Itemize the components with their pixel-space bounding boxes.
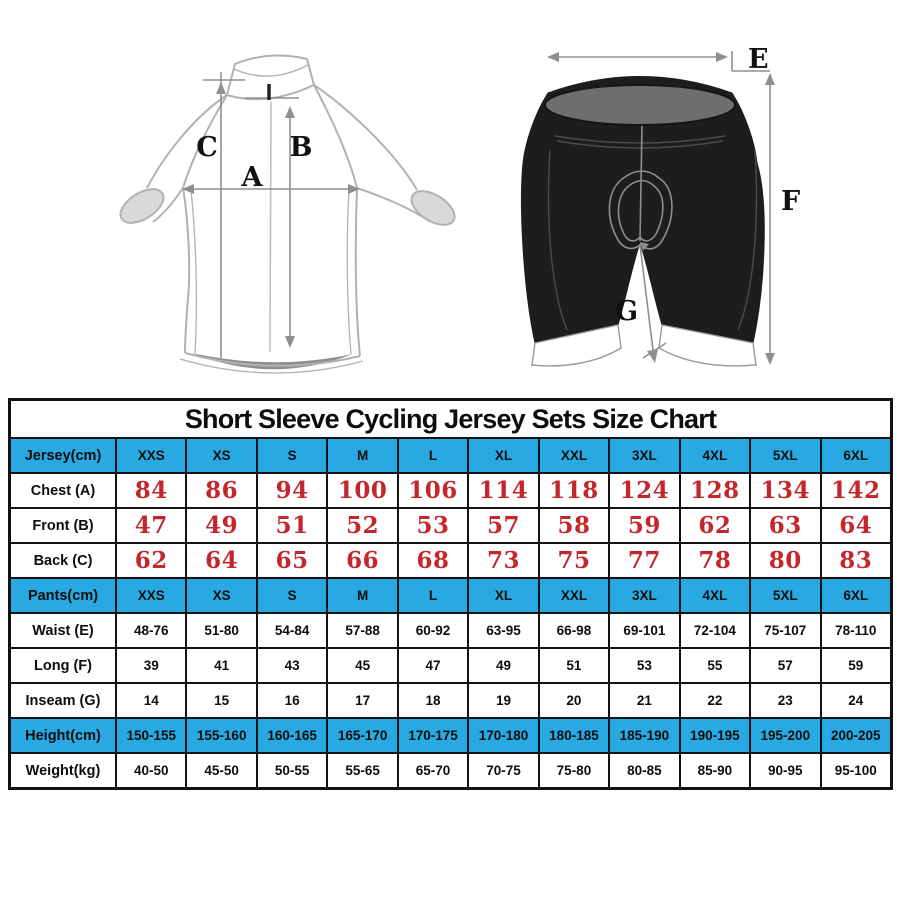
table-cell: 64 <box>820 509 890 542</box>
jersey-diagram <box>95 38 480 390</box>
table-cell: 6XL <box>820 579 890 612</box>
table-cell: 50-55 <box>256 754 326 787</box>
table-cell: 62 <box>679 509 749 542</box>
table-cell: 77 <box>608 544 678 577</box>
table-cell: 23 <box>749 684 819 717</box>
table-cell: 65 <box>256 544 326 577</box>
table-cell: 49 <box>467 649 537 682</box>
table-cell: XL <box>467 579 537 612</box>
table-cell: 95-100 <box>820 754 890 787</box>
table-cell: XXL <box>538 579 608 612</box>
size-chart-table <box>8 398 893 790</box>
table-cell: XXL <box>538 439 608 472</box>
table-cell: L <box>397 439 467 472</box>
table-cell: 134 <box>749 474 819 507</box>
table-cell: 55 <box>679 649 749 682</box>
table-cell: 75-107 <box>749 614 819 647</box>
shorts-label-f: F <box>781 186 801 217</box>
row-label: Pants(cm) <box>11 579 115 612</box>
table-row <box>11 542 890 577</box>
table-cell: 55-65 <box>326 754 396 787</box>
table-cell: 106 <box>397 474 467 507</box>
table-row <box>11 437 890 472</box>
table-cell: 39 <box>115 649 185 682</box>
table-cell: 66 <box>326 544 396 577</box>
waistband <box>545 85 735 125</box>
table-cell: 57 <box>467 509 537 542</box>
table-cell: 62 <box>115 544 185 577</box>
table-cell: XS <box>185 579 255 612</box>
table-cell: 68 <box>397 544 467 577</box>
table-row <box>11 612 890 647</box>
table-cell: 114 <box>467 474 537 507</box>
table-cell: 66-98 <box>538 614 608 647</box>
table-cell: 160-165 <box>256 719 326 752</box>
table-row <box>11 682 890 717</box>
size-table-rows <box>11 437 890 787</box>
table-cell: 6XL <box>820 439 890 472</box>
shorts-label-e: E <box>748 44 769 75</box>
table-cell: 14 <box>115 684 185 717</box>
table-cell: 45-50 <box>185 754 255 787</box>
table-cell: 64 <box>185 544 255 577</box>
row-label: Front (B) <box>32 517 94 534</box>
table-cell: 21 <box>608 684 678 717</box>
table-row <box>11 717 890 752</box>
table-cell: L <box>397 579 467 612</box>
table-cell: 86 <box>185 474 255 507</box>
table-cell: 53 <box>397 509 467 542</box>
table-cell: 69-101 <box>608 614 678 647</box>
table-cell: 100 <box>326 474 396 507</box>
row-label: Waist (E) <box>32 622 94 639</box>
table-cell: 75 <box>538 544 608 577</box>
table-cell: 180-185 <box>538 719 608 752</box>
table-cell: 63-95 <box>467 614 537 647</box>
table-cell: 80-85 <box>608 754 678 787</box>
table-cell: 128 <box>679 474 749 507</box>
jersey-outline <box>115 55 460 373</box>
table-cell: 72-104 <box>679 614 749 647</box>
table-cell: 63 <box>749 509 819 542</box>
size-diagrams <box>0 0 900 398</box>
table-cell: 170-175 <box>397 719 467 752</box>
table-cell: S <box>256 579 326 612</box>
row-label: Back (C) <box>33 552 93 569</box>
table-cell: 51 <box>256 509 326 542</box>
table-row <box>11 577 890 612</box>
jersey-label-b: B <box>289 132 313 163</box>
row-label: Inseam (G) <box>25 692 101 709</box>
table-cell: 54-84 <box>256 614 326 647</box>
table-cell: 170-180 <box>467 719 537 752</box>
table-cell: 48-76 <box>115 614 185 647</box>
table-cell: 45 <box>326 649 396 682</box>
table-cell: 65-70 <box>397 754 467 787</box>
table-cell: 78-110 <box>820 614 890 647</box>
shorts-diagram <box>515 38 890 393</box>
table-title: Short Sleeve Cycling Jersey Sets Size Chart <box>184 403 717 434</box>
table-cell: 58 <box>538 509 608 542</box>
table-cell: 124 <box>608 474 678 507</box>
table-cell: 18 <box>397 684 467 717</box>
table-cell: 19 <box>467 684 537 717</box>
table-cell: 16 <box>256 684 326 717</box>
table-cell: 47 <box>115 509 185 542</box>
table-cell: 75-80 <box>538 754 608 787</box>
table-row <box>11 507 890 542</box>
table-cell: XL <box>467 439 537 472</box>
table-cell: 4XL <box>679 579 749 612</box>
row-label: Chest (A) <box>30 482 96 499</box>
table-cell: 51 <box>538 649 608 682</box>
table-cell: 59 <box>820 649 890 682</box>
table-cell: 90-95 <box>749 754 819 787</box>
row-label: Height(cm) <box>11 719 115 752</box>
table-cell: 4XL <box>679 439 749 472</box>
table-cell: XXS <box>115 579 185 612</box>
shorts-label-g: G <box>615 296 639 327</box>
table-cell: 22 <box>679 684 749 717</box>
table-cell: 118 <box>538 474 608 507</box>
table-cell: 84 <box>115 474 185 507</box>
zipper-line <box>270 102 271 352</box>
table-cell: 49 <box>185 509 255 542</box>
table-cell: 195-200 <box>749 719 819 752</box>
table-cell: 73 <box>467 544 537 577</box>
table-cell: 43 <box>256 649 326 682</box>
jersey-label-c: C <box>196 132 218 163</box>
table-cell: 78 <box>679 544 749 577</box>
table-cell: 51-80 <box>185 614 255 647</box>
table-cell: 40-50 <box>115 754 185 787</box>
row-label: Long (F) <box>34 657 92 674</box>
table-cell: 41 <box>185 649 255 682</box>
row-label: Weight(kg) <box>25 762 101 779</box>
table-cell: 200-205 <box>820 719 890 752</box>
table-cell: 57 <box>749 649 819 682</box>
table-cell: 52 <box>326 509 396 542</box>
jersey-label-a: A <box>241 162 263 193</box>
table-cell: 83 <box>820 544 890 577</box>
table-cell: XXS <box>115 439 185 472</box>
table-cell: 20 <box>538 684 608 717</box>
table-cell: 190-195 <box>679 719 749 752</box>
row-label: Jersey(cm) <box>11 439 115 472</box>
table-row <box>11 472 890 507</box>
table-cell: 85-90 <box>679 754 749 787</box>
table-cell: 155-160 <box>185 719 255 752</box>
table-cell: 150-155 <box>115 719 185 752</box>
table-cell: 60-92 <box>397 614 467 647</box>
table-cell: M <box>326 579 396 612</box>
table-cell: 5XL <box>749 439 819 472</box>
table-cell: 24 <box>820 684 890 717</box>
table-row <box>11 752 890 787</box>
table-cell: 80 <box>749 544 819 577</box>
table-cell: 165-170 <box>326 719 396 752</box>
table-cell: 5XL <box>749 579 819 612</box>
table-row <box>11 647 890 682</box>
table-cell: M <box>326 439 396 472</box>
table-cell: S <box>256 439 326 472</box>
table-cell: 57-88 <box>326 614 396 647</box>
table-cell: 70-75 <box>467 754 537 787</box>
table-cell: 3XL <box>608 439 678 472</box>
table-cell: XS <box>185 439 255 472</box>
table-cell: 17 <box>326 684 396 717</box>
table-cell: 3XL <box>608 579 678 612</box>
table-cell: 59 <box>608 509 678 542</box>
table-cell: 47 <box>397 649 467 682</box>
table-cell: 53 <box>608 649 678 682</box>
table-cell: 94 <box>256 474 326 507</box>
table-cell: 15 <box>185 684 255 717</box>
table-cell: 142 <box>820 474 890 507</box>
table-cell: 185-190 <box>608 719 678 752</box>
